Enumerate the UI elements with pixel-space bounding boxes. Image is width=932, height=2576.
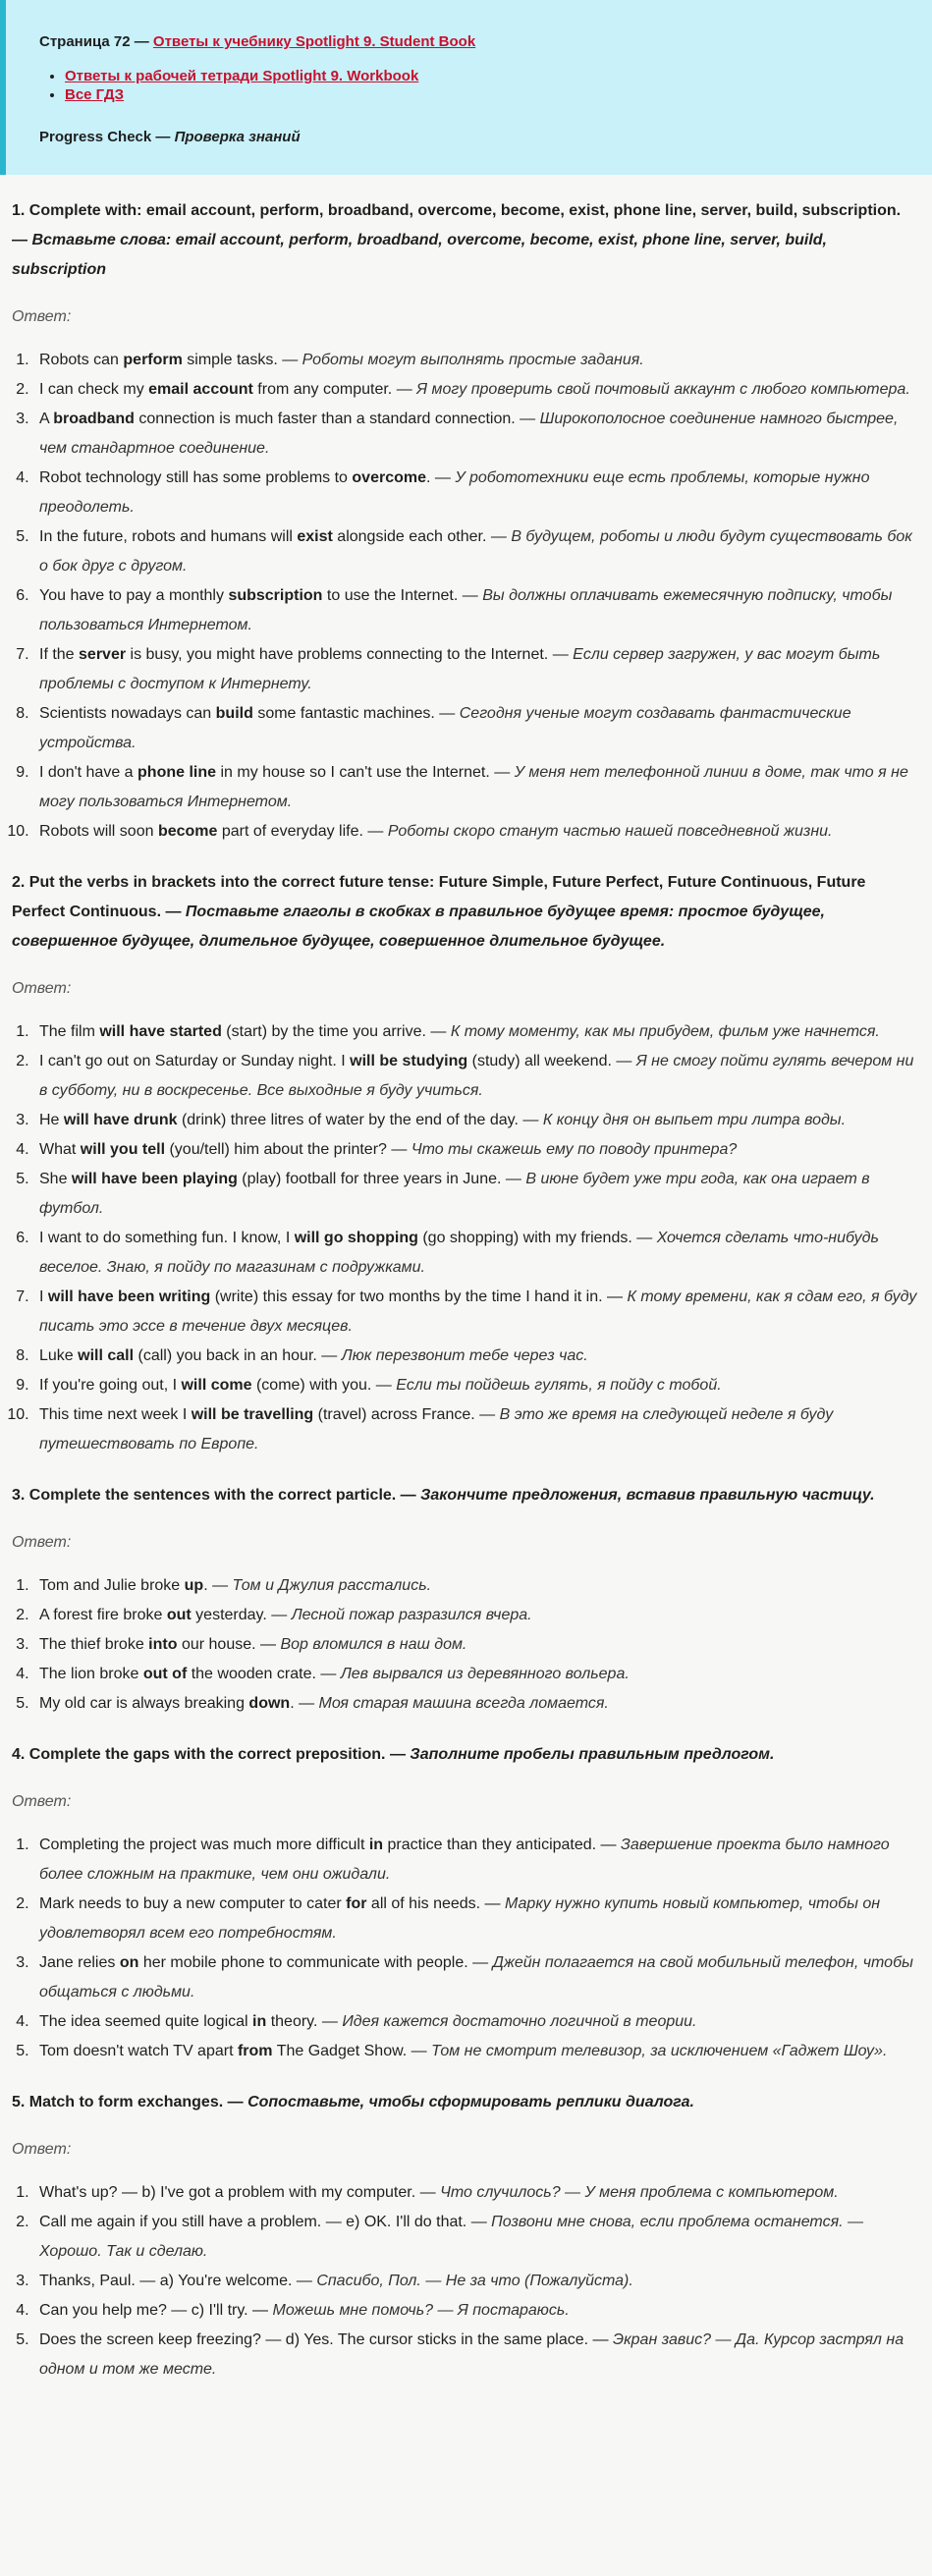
list-item (33, 2326, 920, 2384)
sentence-end: some fantastic machines. — (252, 705, 456, 722)
sentence-start: Call me again if you still have a problem. — e) OK. I'll do that. — (39, 2214, 487, 2230)
translation: Сегодня ученые могут создавать фантастические устройства. (39, 705, 851, 751)
links-list (39, 68, 914, 103)
question-heading (12, 1481, 920, 1510)
list-item (33, 346, 920, 375)
sentence-start: The lion broke (39, 1666, 143, 1682)
answer-word: out of (142, 1666, 188, 1682)
translation: Роботы скоро станут частью нашей повседневной жизни. (387, 823, 833, 840)
translation: В будущем, роботы и люди будут существовать бок о бок друг с другом. (39, 528, 912, 575)
translation: Что ты скажешь ему по поводу принтера? (411, 1141, 738, 1158)
sentence-end: (study) all weekend. — (467, 1053, 632, 1069)
translation: Моя старая машина всегда ломается. (318, 1695, 609, 1712)
sentence-start: I can check my (39, 381, 149, 398)
translation: Идея кажется достаточно логичной в теории. (342, 2013, 697, 2030)
sentence-end: (write) this essay for two months by the time I hand it in. — (210, 1288, 623, 1305)
question-en: 1. Complete with: email account, perform, broadband, overcome, become, exist, phone line, server, build, subscription. — (12, 202, 902, 248)
question-ru: Сопоставьте, чтобы сформировать реплики диалога. (247, 2094, 694, 2110)
answer-word: phone line (137, 764, 217, 781)
sentence-end: theory. — (266, 2013, 338, 2030)
question-en: 3. Complete the sentences with the correct particle. — (12, 1487, 416, 1504)
sentence-end: connection is much faster than a standard connection. — (134, 411, 536, 427)
list-item (33, 1630, 920, 1660)
sentence-start: She (39, 1171, 72, 1187)
list-item (33, 758, 920, 817)
list-item (33, 581, 920, 640)
answer-word: exist (297, 528, 333, 545)
answer-word: into (148, 1636, 178, 1653)
translation: Джейн полагается на свой мобильный телефон, чтобы общаться с людьми. (39, 1954, 913, 2001)
answer-label: Ответ: (12, 1793, 72, 1810)
navigation-box (0, 0, 932, 175)
translation: В июне будет уже три года, как она играет в футбол. (39, 1171, 870, 1217)
question-heading (12, 2088, 920, 2117)
sentence-start: If you're going out, I (39, 1377, 182, 1394)
answer-list (12, 1017, 920, 1459)
translation: Хочется сделать что-нибудь веселое. Знаю, я пойду по магазинам с подружками. (39, 1230, 879, 1276)
sentence-start: This time next week I (39, 1406, 192, 1423)
page-line (39, 33, 914, 50)
sentence-end: yesterday. — (191, 1607, 288, 1623)
answer-word: on (119, 1954, 139, 1971)
list-item (33, 2267, 920, 2296)
answer-word: will have been writing (47, 1288, 211, 1305)
answer-word: up (184, 1577, 204, 1594)
page-label: Страница 72 — (39, 33, 149, 50)
question-en: 4. Complete the gaps with the correct preposition. — (12, 1746, 406, 1763)
answer-label: Ответ: (12, 980, 72, 997)
answer-word: will be studying (350, 1053, 468, 1069)
translation: Позвони мне снова, если проблема останется. — Хорошо. Так и сделаю. (39, 2214, 864, 2260)
sentence-end: (you/tell) him about the printer? — (165, 1141, 408, 1158)
answer-word: will have been playing (71, 1171, 238, 1187)
sentence-start: What (39, 1141, 81, 1158)
answer-list (12, 1571, 920, 1719)
translation: К концу дня он выпьет три литра воды. (542, 1112, 847, 1128)
answer-list (12, 2178, 920, 2384)
progress-check-ru: Проверка знаний (174, 129, 301, 145)
list-item (33, 2178, 920, 2208)
list-item (33, 1400, 920, 1459)
sentence-end: all of his needs. — (366, 1895, 501, 1912)
translation: Марку нужно купить новый компьютер, чтобы он удовлетворял всем его потребностям. (39, 1895, 881, 1942)
sentence-start: The film (39, 1023, 100, 1040)
main-content (0, 175, 932, 2384)
list-item (33, 1831, 920, 1890)
translation: Вы должны оплачивать ежемесячную подписку, чтобы пользоваться Интернетом. (39, 587, 893, 633)
answer-word: from (237, 2043, 273, 2059)
sentence-end: is busy, you might have problems connecting to the Internet. — (126, 646, 569, 663)
question-heading (12, 196, 920, 285)
answer-word: will call (78, 1347, 135, 1364)
answer-list (12, 346, 920, 847)
question-heading (12, 868, 920, 957)
answer-word: will have drunk (63, 1112, 178, 1128)
sentence-start: Robots will soon (39, 823, 158, 840)
list-item (33, 1948, 920, 2007)
list-item (33, 1106, 920, 1135)
sentence-end: her mobile phone to communicate with people. — (138, 1954, 489, 1971)
list-item (33, 2208, 920, 2267)
list-item (33, 2296, 920, 2326)
answer-word: server (79, 646, 127, 663)
sentence-end: the wooden crate. — (187, 1666, 337, 1682)
list-item (33, 699, 920, 758)
list-item (33, 464, 920, 522)
answer-label: Ответ: (12, 2141, 72, 2158)
answer-word: in (252, 2013, 267, 2030)
sentence-start: Thanks, Paul. — a) You're welcome. — (39, 2273, 312, 2289)
answer-word: build (215, 705, 253, 722)
answer-word: become (157, 823, 218, 840)
list-item (33, 1342, 920, 1371)
answer-word: subscription (228, 587, 323, 604)
sentence-end: part of everyday life. — (217, 823, 384, 840)
list-item (33, 1890, 920, 1948)
answer-word: for (346, 1895, 367, 1912)
progress-check-line (39, 129, 914, 145)
sentence-end: (start) by the time you arrive. — (221, 1023, 447, 1040)
sentence-start: Mark needs to buy a new computer to cater (39, 1895, 347, 1912)
sentence-end: (drink) three litres of water by the end of the day. — (177, 1112, 539, 1128)
sentence-end: . — (290, 1695, 315, 1712)
sentence-start: My old car is always breaking (39, 1695, 249, 1712)
translation: Том не смотрит телевизор, за исключением «Гаджет Шоу». (431, 2043, 888, 2059)
sentence-start: Tom and Julie broke (39, 1577, 185, 1594)
sentence-end: The Gadget Show. — (272, 2043, 427, 2059)
workbook-link[interactable]: Ответы к рабочей тетради Spotlight 9. Workbook (65, 68, 419, 84)
question-ru: Вставьте слова: email account, perform, broadband, overcome, become, exist, phone line, server, build, subscription (12, 232, 827, 278)
sentence-end: . — (203, 1577, 229, 1594)
sentence-start: If the (39, 646, 80, 663)
sentence-end: (go shopping) with my friends. — (417, 1230, 653, 1246)
translation: Широкополосное соединение намного быстрее, чем стандартное соединение. (39, 411, 899, 457)
list-item (33, 1047, 920, 1106)
list-item (33, 1135, 920, 1165)
sentence-end: to use the Internet. — (322, 587, 478, 604)
list-item (33, 2007, 920, 2037)
all-gdz-link[interactable]: Все ГДЗ (65, 86, 125, 103)
list-item (33, 2037, 920, 2066)
sentence-end: (travel) across France. — (313, 1406, 496, 1423)
list-item (33, 522, 920, 581)
answer-word: broadband (53, 411, 135, 427)
answer-word: overcome (352, 469, 426, 486)
translation: У робототехники еще есть проблемы, которые нужно преодолеть. (39, 469, 870, 516)
question-en: 2. Put the verbs in brackets into the correct future tense: Future Simple, Future Perfect, Future Continuous, Future Perfect Continuous. — (12, 874, 866, 920)
translation: Что случилось? — У меня проблема с компьютером. (440, 2184, 839, 2201)
translation: Лесной пожар разразился вчера. (291, 1607, 532, 1623)
sentence-end: in my house so I can't use the Internet. — (216, 764, 511, 781)
sentence-start: I (39, 1288, 48, 1305)
translation: Роботы могут выполнять простые задания. (302, 352, 644, 368)
list-item (33, 405, 920, 464)
sentence-start: I don't have a (39, 764, 138, 781)
sentence-end: practice than they anticipated. — (383, 1836, 617, 1853)
answer-list (12, 1831, 920, 2066)
list-item (65, 86, 914, 103)
answer-word: in (368, 1836, 384, 1853)
sentence-end: from any computer. — (252, 381, 412, 398)
translation: Лев вырвался из деревянного вольера. (340, 1666, 630, 1682)
sentence-end: alongside each other. — (332, 528, 507, 545)
sentence-end: (come) with you. — (251, 1377, 392, 1394)
sentence-start: In the future, robots and humans will (39, 528, 298, 545)
sentence-start: Jane relies (39, 1954, 120, 1971)
answer-word: perform (123, 352, 183, 368)
question-ru: Поставьте глаголы в скобках в правильное будущее время: простое будущее, совершенное будущее, длительное будущее, совершенное длительное будущее. (12, 904, 825, 950)
answer-word: will have started (99, 1023, 222, 1040)
list-item (33, 640, 920, 699)
progress-check-label: Progress Check — (39, 129, 171, 145)
sentence-start: A (39, 411, 54, 427)
sentence-start: Does the screen keep freezing? — d) Yes. The cursor sticks in the same place. — (39, 2331, 609, 2348)
sentence-end: (call) you back in an hour. — (134, 1347, 338, 1364)
answer-label: Ответ: (12, 1534, 72, 1551)
sentence-start: Completing the project was much more difficult (39, 1836, 369, 1853)
translation: В это же время на следующей неделе я буду путешествовать по Европе. (39, 1406, 834, 1452)
answer-word: email account (148, 381, 253, 398)
translation: У меня нет телефонной линии в доме, так что я не могу пользоваться Интернетом. (39, 764, 908, 810)
sentence-start: What's up? — b) I've got a problem with my computer. — (39, 2184, 436, 2201)
list-item (33, 1017, 920, 1047)
list-item (65, 68, 914, 84)
translation: Том и Джулия расстались. (232, 1577, 432, 1594)
sentence-end: (play) football for three years in June. — (237, 1171, 521, 1187)
question-en: 5. Match to form exchanges. — (12, 2094, 244, 2110)
translation: Если сервер загружен, у вас могут быть проблемы с доступом к Интернету. (39, 646, 881, 692)
sentence-start: Scientists nowadays can (39, 705, 216, 722)
question-ru: Заполните пробелы правильным предлогом. (410, 1746, 775, 1763)
translation: Завершение проекта было намного более сложным на практике, чем они ожидали. (39, 1836, 890, 1883)
sentence-start: I can't go out on Saturday or Sunday night. I (39, 1053, 351, 1069)
translation: Люк перезвонит тебе через час. (341, 1347, 588, 1364)
question-heading (12, 1740, 920, 1770)
translation: Экран завис? — Да. Курсор застрял на одном и том же месте. (39, 2331, 905, 2378)
sentence-start: You have to pay a monthly (39, 587, 229, 604)
sentence-start: Luke (39, 1347, 79, 1364)
sentence-start: A forest fire broke (39, 1607, 167, 1623)
sentence-end: . — (425, 469, 451, 486)
sentence-start: Can you help me? — c) I'll try. — (39, 2302, 269, 2319)
sentence-end: our house. — (177, 1636, 276, 1653)
translation: Если ты пойдешь гулять, я пойду с тобой. (396, 1377, 722, 1394)
sentence-start: Robot technology still has some problems to (39, 469, 353, 486)
list-item (33, 817, 920, 847)
translation: Вор вломился в наш дом. (280, 1636, 467, 1653)
sentence-start: He (39, 1112, 64, 1128)
translation: Можешь мне помочь? — Я постараюсь. (272, 2302, 570, 2319)
list-item (33, 1224, 920, 1283)
sentence-start: The idea seemed quite logical (39, 2013, 253, 2030)
question-ru: Закончите предложения, вставив правильную частицу. (420, 1487, 875, 1504)
answer-word: will be travelling (191, 1406, 314, 1423)
list-item (33, 1689, 920, 1719)
student-book-link[interactable]: Ответы к учебнику Spotlight 9. Student Book (152, 33, 476, 50)
answer-word: out (166, 1607, 192, 1623)
list-item (33, 1660, 920, 1689)
answer-word: will you tell (80, 1141, 166, 1158)
translation: К тому моменту, как мы прибудем, фильм уже начнется. (450, 1023, 880, 1040)
sentence-start: The thief broke (39, 1636, 149, 1653)
sentence-start: Tom doesn't watch TV apart (39, 2043, 238, 2059)
list-item (33, 1601, 920, 1630)
sentence-end: simple tasks. — (182, 352, 299, 368)
list-item (33, 1571, 920, 1601)
list-item (33, 1283, 920, 1342)
answer-word: down (248, 1695, 291, 1712)
answer-word: will come (181, 1377, 252, 1394)
translation: Я не смогу пойти гулять вечером ни в субботу, ни в воскресенье. Все выходные я буду учиться. (39, 1053, 914, 1099)
answer-word: will go shopping (294, 1230, 418, 1246)
list-item (33, 1165, 920, 1224)
list-item (33, 1371, 920, 1400)
sentence-start: Robots can (39, 352, 124, 368)
translation: К тому времени, как я сдам его, я буду писать это эссе в течение двух месяцев. (39, 1288, 917, 1335)
translation: Я могу проверить свой почтовый аккаунт с любого компьютера. (416, 381, 910, 398)
sentence-start: I want to do something fun. I know, I (39, 1230, 295, 1246)
answer-label: Ответ: (12, 308, 72, 325)
list-item (33, 375, 920, 405)
translation: Спасибо, Пол. — Не за что (Пожалуйста). (316, 2273, 633, 2289)
